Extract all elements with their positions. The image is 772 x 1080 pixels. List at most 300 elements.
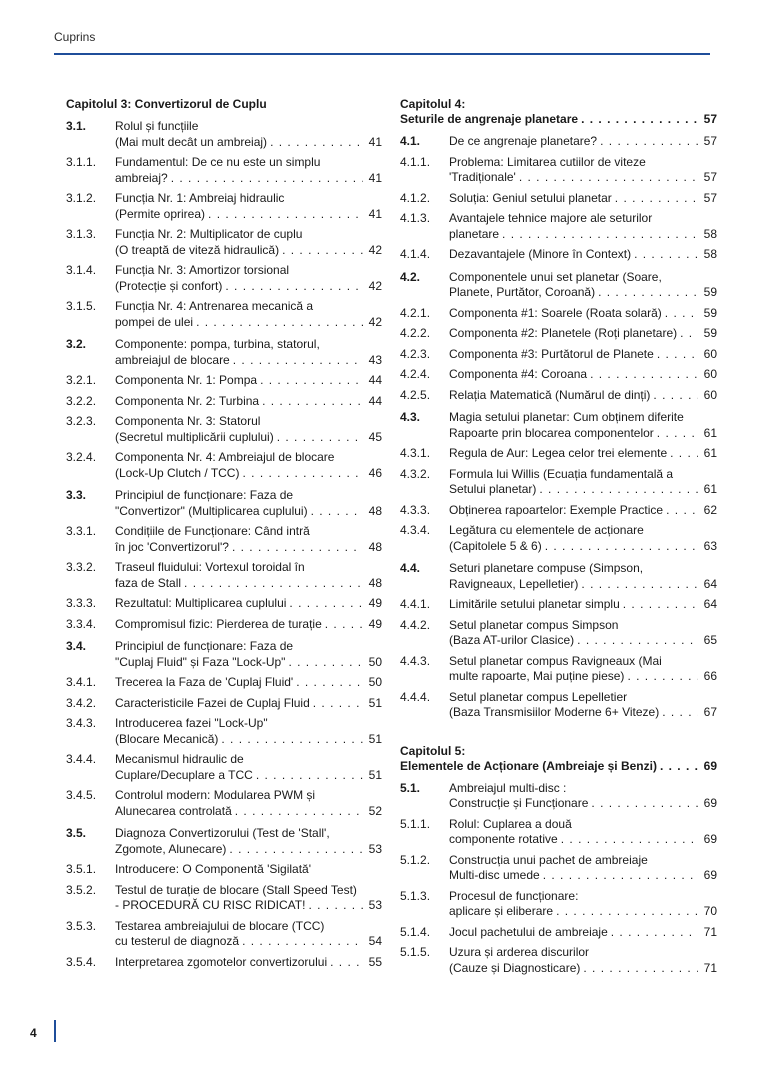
toc-line-with-page — [115, 675, 382, 691]
toc-page-number: 48 — [368, 539, 382, 554]
toc-entry-text: Testul de turație de blocare (Stall Speed Test) — [115, 882, 357, 897]
toc-subsection-entry[interactable] — [66, 299, 382, 330]
toc-entry-text: planetare — [449, 226, 500, 241]
toc-subsection-entry[interactable] — [66, 862, 382, 878]
toc-page-number: 58 — [703, 247, 717, 261]
toc-line-with-page — [115, 617, 382, 633]
toc-line — [115, 488, 382, 504]
toc-entry-text: (O treaptă de viteză hidraulică) — [115, 242, 280, 257]
toc-subsection-entry[interactable] — [66, 450, 382, 481]
toc-entry-number: 4.2.1. — [400, 305, 431, 320]
toc-line-with-page — [400, 759, 717, 774]
toc-entry-number: 4.4. — [400, 561, 421, 575]
toc-page-number: 57 — [703, 134, 717, 148]
toc-page-number: 60 — [703, 346, 717, 361]
toc-entry-text: Principiul de funcționare: Faza de — [115, 488, 294, 502]
toc-entry-text: Seturi planetare compuse (Simpson, — [449, 561, 644, 575]
toc-subsection-entry[interactable] — [400, 388, 717, 404]
toc-subsection-entry[interactable] — [66, 675, 382, 691]
toc-subsection-entry[interactable] — [400, 654, 717, 685]
dot-leader — [657, 426, 698, 442]
toc-entry-number: 3.1.5. — [66, 299, 97, 313]
toc-line-with-page — [449, 597, 717, 613]
toc-page-number: 71 — [703, 924, 717, 939]
toc-page-number: 61 — [703, 482, 717, 496]
toc-entry-text: Fundamentul: De ce nu este un simplu — [115, 155, 321, 169]
toc-entry-number: 4.1.4. — [400, 247, 431, 261]
toc-entry-body — [449, 654, 717, 685]
toc-line-with-page — [449, 904, 717, 920]
toc-line — [449, 853, 717, 869]
dot-leader — [561, 832, 698, 848]
toc-entry-number: 3.5.4. — [66, 954, 97, 969]
toc-subsection-entry[interactable] — [66, 524, 382, 555]
toc-entry-number: 3.3.4. — [66, 616, 97, 631]
toc-entry-number: 3.1.2. — [66, 191, 97, 205]
toc-entry-number: 4.2.3. — [400, 346, 431, 361]
dot-leader — [242, 466, 363, 482]
dot-leader — [653, 388, 698, 404]
toc-line-with-page — [449, 326, 717, 342]
toc-line — [115, 337, 382, 353]
toc-entry-body — [115, 716, 382, 747]
toc-subsection-entry[interactable] — [66, 414, 382, 445]
toc-subsection-entry[interactable] — [66, 155, 382, 186]
toc-entry-text: (Secretul multiplicării cuplului) — [115, 429, 274, 444]
toc-entry-text: Legătura cu elementele de acționare — [449, 523, 644, 537]
dot-leader — [233, 353, 363, 369]
toc-entry-number: 4.3.1. — [400, 446, 431, 460]
toc-entry-text: Capitolul 4: — [400, 97, 466, 111]
toc-entry-body — [115, 337, 382, 368]
toc-subsection-entry[interactable] — [400, 211, 717, 242]
toc-line — [115, 119, 382, 135]
toc-line-with-page — [449, 577, 717, 593]
toc-entry-text: "Convertizor" (Multiplicarea cuplului) — [115, 503, 308, 518]
toc-line — [115, 788, 382, 804]
toc-line-with-page — [115, 466, 382, 482]
toc-entry-number: 3.3.1. — [66, 524, 97, 538]
toc-entry-body — [115, 862, 382, 878]
toc-line-with-page — [115, 842, 382, 858]
toc-section-entry[interactable] — [66, 337, 382, 368]
toc-line — [66, 97, 382, 112]
toc-entry-body — [449, 618, 717, 649]
toc-subsection-entry[interactable] — [400, 155, 717, 186]
toc-entry-text: Compromisul fizic: Pierderea de turație — [115, 616, 322, 631]
toc-line-with-page — [115, 279, 382, 295]
toc-subsection-entry[interactable] — [400, 467, 717, 498]
toc-subsection-entry[interactable] — [66, 373, 382, 389]
toc-entry-text: Componenta #3: Purtătorul de Planete — [449, 346, 654, 361]
toc-entry-text: Componente: pompa, turbina, statorul, — [115, 337, 320, 351]
dot-leader — [235, 804, 363, 820]
toc-subsection-entry[interactable] — [400, 523, 717, 554]
toc-page-number: 64 — [703, 597, 717, 611]
toc-section-entry[interactable] — [66, 119, 382, 150]
toc-entry-number: 5.1.4. — [400, 924, 431, 939]
dot-leader — [556, 904, 698, 920]
toc-entry-body — [115, 227, 382, 258]
toc-section-entry[interactable] — [66, 639, 382, 670]
toc-section-entry[interactable] — [400, 781, 717, 812]
toc-subsection-entry[interactable] — [400, 347, 717, 363]
toc-subsection-entry[interactable] — [400, 853, 717, 884]
toc-line-with-page — [449, 832, 717, 848]
toc-subsection-entry[interactable] — [66, 716, 382, 747]
dot-leader — [311, 504, 363, 520]
toc-line-with-page — [115, 540, 382, 556]
toc-entry-text: Uzura și arderea discurilor — [449, 945, 590, 959]
toc-page-number: 58 — [703, 226, 717, 241]
toc-line — [449, 817, 717, 833]
toc-entry-text: multe rapoarte, Mai puține piese) — [449, 669, 625, 683]
toc-line — [449, 945, 717, 961]
toc-page-number: 63 — [703, 538, 717, 553]
chapter-heading[interactable] — [400, 744, 717, 774]
toc-entry-text: Condițiile de Funcționare: Când intră — [115, 524, 310, 538]
toc-subsection-entry[interactable] — [66, 696, 382, 712]
toc-subsection-entry[interactable] — [66, 191, 382, 222]
toc-entry-body — [449, 561, 717, 592]
toc-entry-text: Rapoarte prin blocarea componentelor — [449, 425, 654, 440]
toc-entry-body — [449, 155, 717, 186]
toc-entry-body — [115, 119, 382, 150]
toc-subsection-entry[interactable] — [400, 945, 717, 976]
toc-page-number: 53 — [368, 841, 382, 856]
toc-line-with-page — [115, 955, 382, 971]
toc-line-with-page — [115, 207, 382, 223]
toc-entry-body — [449, 270, 717, 301]
toc-page-number: 60 — [703, 387, 717, 402]
toc-entry-body — [449, 446, 717, 462]
toc-entry-text: "Cuplaj Fluid" și Faza "Lock-Up" — [115, 654, 286, 669]
chapter-heading[interactable] — [66, 97, 382, 112]
toc-entry-number: 4.1.3. — [400, 211, 431, 225]
toc-entry-body — [115, 488, 382, 519]
toc-entry-number: 4.2.5. — [400, 387, 431, 402]
toc-entry-body — [449, 597, 717, 613]
toc-entry-body — [449, 925, 717, 941]
toc-line-with-page — [449, 388, 717, 404]
toc-page-number: 43 — [368, 352, 382, 367]
toc-page-number: 61 — [703, 425, 717, 440]
toc-entry-text: Setul planetar compus Lepelletier — [449, 689, 628, 704]
dot-leader — [670, 446, 698, 462]
toc-entry-number: 3.1.4. — [66, 263, 97, 277]
toc-entry-text: aplicare și eliberare — [449, 904, 554, 918]
section-spacer — [400, 726, 717, 740]
toc-entry-body — [449, 945, 717, 976]
toc-subsection-entry[interactable] — [400, 367, 717, 383]
toc-entry-body — [449, 347, 717, 363]
toc-entry-text: (Blocare Mecanică) — [115, 731, 219, 746]
toc-entry-number: 4.2. — [400, 269, 421, 284]
toc-entry-text: Funcția Nr. 2: Multiplicator de cuplu — [115, 227, 303, 241]
toc-line-with-page — [449, 306, 717, 322]
toc-line — [449, 561, 717, 577]
dot-leader — [581, 577, 698, 593]
toc-entry-number: 3.2.2. — [66, 393, 97, 408]
toc-line-with-page — [449, 961, 717, 977]
toc-entry-text: Introducerea fazei "Lock-Up" — [115, 716, 268, 730]
toc-line-with-page — [115, 353, 382, 369]
toc-entry-text: Jocul pachetului de ambreiaje — [449, 924, 608, 939]
toc-line-with-page — [115, 655, 382, 671]
toc-line-with-page — [449, 191, 717, 207]
toc-entry-text: Capitolul 3: Convertizorul de Cuplu — [66, 97, 267, 111]
toc-entry-text: Caracteristicile Fazei de Cuplaj Fluid — [115, 695, 310, 710]
dot-leader — [288, 655, 363, 671]
toc-entry-text: Limitările setului planetar simplu — [449, 597, 620, 611]
toc-line-with-page — [449, 669, 717, 685]
toc-line — [115, 155, 382, 171]
toc-page-number: 57 — [703, 170, 717, 184]
toc-section-entry[interactable] — [400, 410, 717, 441]
toc-section-entry[interactable] — [66, 488, 382, 519]
toc-entry-number: 5.1. — [400, 780, 421, 795]
dot-leader — [660, 759, 698, 774]
toc-subsection-entry[interactable] — [66, 752, 382, 783]
toc-line — [449, 654, 717, 670]
dot-leader — [277, 430, 363, 446]
toc-page-number: 59 — [703, 326, 717, 340]
toc-section-entry[interactable] — [400, 134, 717, 150]
toc-line-with-page — [115, 934, 382, 950]
toc-entry-text: Componenta Nr. 2: Turbina — [115, 393, 260, 408]
toc-subsection-entry[interactable] — [66, 617, 382, 633]
toc-line — [115, 919, 382, 935]
toc-subsection-entry[interactable] — [400, 306, 717, 322]
toc-page-number: 60 — [703, 367, 717, 381]
toc-entry-text: Ambreiajul multi-disc : — [449, 780, 567, 795]
toc-section-entry[interactable] — [400, 561, 717, 592]
toc-section-entry[interactable] — [66, 826, 382, 857]
toc-page-number: 65 — [703, 633, 717, 647]
toc-page-number: 50 — [368, 654, 382, 669]
toc-entry-text: Elementele de Acționare (Ambreiaje și Benzi) — [400, 758, 657, 773]
toc-line-with-page — [115, 504, 382, 520]
toc-entry-text: Componenta Nr. 1: Pompa — [115, 373, 258, 387]
toc-entry-text: Capitolul 5: — [400, 743, 466, 758]
toc-subsection-entry[interactable] — [66, 394, 382, 410]
toc-entry-body — [115, 524, 382, 555]
toc-page-number: 69 — [703, 758, 717, 773]
toc-entry-text: Procesul de funcționare: — [449, 888, 579, 903]
toc-entry-text: Planete, Purtător, Coroană) — [449, 285, 596, 299]
toc-entry-number: 4.2.2. — [400, 326, 431, 340]
toc-line-with-page — [449, 446, 717, 462]
toc-line — [115, 826, 382, 842]
toc-line-with-page — [449, 539, 717, 555]
toc-line — [400, 97, 717, 112]
toc-subsection-entry[interactable] — [66, 919, 382, 950]
toc-entry-text: Interpretarea zgomotelor convertizorului — [115, 954, 328, 969]
toc-page-number: 44 — [368, 373, 382, 387]
toc-entry-text: pompei de ulei — [115, 314, 194, 329]
chapter-heading[interactable] — [400, 97, 717, 127]
toc-line — [115, 752, 382, 768]
toc-entry-number: 4.2.4. — [400, 367, 431, 381]
toc-entry-body — [449, 388, 717, 404]
toc-subsection-entry[interactable] — [66, 227, 382, 258]
toc-entry-body — [115, 696, 382, 712]
toc-entry-body — [115, 299, 382, 330]
toc-entry-body — [449, 247, 717, 263]
toc-page-number: 66 — [703, 669, 717, 683]
toc-entry-text: Funcția Nr. 1: Ambreiaj hidraulic — [115, 191, 285, 205]
toc-line — [449, 889, 717, 905]
dot-leader — [600, 134, 698, 150]
dot-leader — [270, 135, 363, 151]
toc-entry-text: Formula lui Willis (Ecuația fundamentală a — [449, 466, 674, 481]
toc-entry-number: 4.1. — [400, 134, 421, 148]
header-title: Cuprins — [54, 30, 96, 44]
toc-entry-number: 5.1.1. — [400, 816, 431, 831]
toc-entry-number: 3.1.3. — [66, 227, 97, 241]
toc-entry-number: 4.3.2. — [400, 466, 431, 481]
page-number: 4 — [30, 1026, 37, 1040]
toc-line — [449, 690, 717, 706]
toc-section-entry[interactable] — [400, 270, 717, 301]
toc-page-number: 57 — [703, 190, 717, 205]
toc-entry-text: Setul planetar compus Simpson — [449, 617, 619, 632]
toc-subsection-entry[interactable] — [400, 446, 717, 462]
toc-line-with-page — [115, 135, 382, 151]
toc-line — [115, 263, 382, 279]
toc-line — [449, 270, 717, 286]
toc-entry-body — [115, 414, 382, 445]
toc-entry-text: Componenta #2: Planetele (Roți planetare) — [449, 326, 678, 340]
dot-leader — [196, 315, 363, 331]
dot-leader — [657, 347, 698, 363]
dot-leader — [330, 955, 363, 971]
toc-entry-body — [115, 191, 382, 222]
toc-entry-text: Controlul modern: Modularea PWM și — [115, 788, 316, 802]
dot-leader — [680, 326, 698, 342]
toc-line — [449, 523, 717, 539]
toc-subsection-entry[interactable] — [400, 618, 717, 649]
toc-line-with-page — [115, 696, 382, 712]
toc-page-number: 49 — [368, 616, 382, 631]
dot-leader — [208, 207, 363, 223]
toc-entry-number: 3.2.4. — [66, 450, 97, 464]
dot-leader — [232, 540, 363, 556]
toc-line-with-page — [115, 596, 382, 612]
dot-leader — [184, 576, 363, 592]
toc-line — [449, 211, 717, 227]
toc-line-with-page — [449, 426, 717, 442]
toc-entry-body — [115, 394, 382, 410]
toc-line — [115, 191, 382, 207]
toc-entry-text: Avantajele tehnice majore ale seturilor — [449, 211, 653, 225]
toc-entry-text: Rolul: Cuplarea a două — [449, 816, 572, 831]
toc-entry-text: Obținerea rapoartelor: Exemple Practice — [449, 502, 664, 517]
toc-subsection-entry[interactable] — [400, 925, 717, 941]
toc-entry-text: Construcția unui pachet de ambreiaje — [449, 852, 648, 867]
toc-line-with-page — [449, 503, 717, 519]
toc-subsection-entry[interactable] — [66, 955, 382, 971]
toc-page-number: 67 — [703, 705, 717, 719]
toc-entry-number: 3.5.1. — [66, 862, 97, 876]
toc-entry-body — [115, 450, 382, 481]
toc-line — [449, 781, 717, 797]
toc-line-with-page — [115, 732, 382, 748]
toc-subsection-entry[interactable] — [66, 788, 382, 819]
toc-line-with-page — [400, 112, 717, 127]
toc-subsection-entry[interactable] — [400, 503, 717, 519]
toc-entry-text: Componenta Nr. 3: Statorul — [115, 414, 261, 428]
toc-entry-text: Setul planetar compus Ravigneaux (Mai — [449, 653, 662, 668]
toc-line-with-page — [115, 243, 382, 259]
toc-entry-body — [449, 781, 717, 812]
toc-entry-text: Diagnoza Convertizorului (Test de 'Stall', — [115, 826, 330, 840]
toc-entry-number: 4.3.4. — [400, 523, 431, 537]
toc-subsection-entry[interactable] — [66, 560, 382, 591]
toc-entry-text: (Permite oprirea) — [115, 206, 206, 221]
toc-entry-text: în joc 'Convertizorul'? — [115, 539, 229, 554]
toc-line-with-page — [449, 247, 717, 263]
toc-line-with-page — [115, 804, 382, 820]
toc-entry-text: Componentele unui set planetar (Soare, — [449, 269, 662, 284]
toc-subsection-entry[interactable] — [400, 247, 717, 263]
toc-entry-body — [115, 826, 382, 857]
toc-entry-body — [115, 560, 382, 591]
toc-entry-text: (Lock-Up Clutch / TCC) — [115, 465, 240, 480]
toc-subsection-entry[interactable] — [66, 596, 382, 612]
dot-leader — [662, 705, 698, 721]
toc-entry-number: 3.4.3. — [66, 716, 97, 730]
toc-subsection-entry[interactable] — [400, 690, 717, 721]
toc-line-with-page — [115, 576, 382, 592]
toc-line-with-page — [115, 373, 382, 389]
toc-line-with-page — [115, 768, 382, 784]
toc-entry-body — [115, 596, 382, 612]
toc-page-number: 42 — [368, 314, 382, 329]
toc-entry-number: 3.2.1. — [66, 373, 97, 387]
toc-entry-text: Zgomote, Alunecare) — [115, 841, 227, 856]
toc-subsection-entry[interactable] — [400, 191, 717, 207]
toc-entry-number: 4.1.1. — [400, 154, 431, 169]
toc-subsection-entry[interactable] — [66, 883, 382, 914]
toc-entry-text: Setului planetar) — [449, 482, 537, 496]
toc-subsection-entry[interactable] — [400, 597, 717, 613]
toc-subsection-entry[interactable] — [400, 326, 717, 342]
toc-entry-number: 3.2.3. — [66, 414, 97, 428]
toc-entry-number: 3.4.2. — [66, 695, 97, 710]
toc-line-with-page — [449, 482, 717, 498]
toc-page-number: 54 — [368, 934, 382, 948]
toc-page-number: 41 — [368, 170, 382, 185]
toc-entry-text: cu testerul de diagnoză — [115, 934, 240, 948]
toc-subsection-entry[interactable] — [66, 263, 382, 294]
toc-entry-number: 3.3.3. — [66, 596, 97, 610]
toc-line-with-page — [449, 367, 717, 383]
toc-subsection-entry[interactable] — [400, 817, 717, 848]
toc-entry-text: ambreiaj? — [115, 170, 168, 185]
toc-entry-number: 4.4.4. — [400, 689, 431, 704]
toc-line-with-page — [449, 285, 717, 301]
toc-page-number: 46 — [368, 465, 382, 480]
toc-page-number: 57 — [703, 112, 717, 126]
toc-entry-body — [115, 919, 382, 950]
toc-line-with-page — [115, 430, 382, 446]
toc-entry-body — [449, 523, 717, 554]
toc-subsection-entry[interactable] — [400, 889, 717, 920]
toc-right-column — [400, 93, 717, 981]
toc-entry-body — [115, 617, 382, 633]
toc-entry-body — [449, 367, 717, 383]
